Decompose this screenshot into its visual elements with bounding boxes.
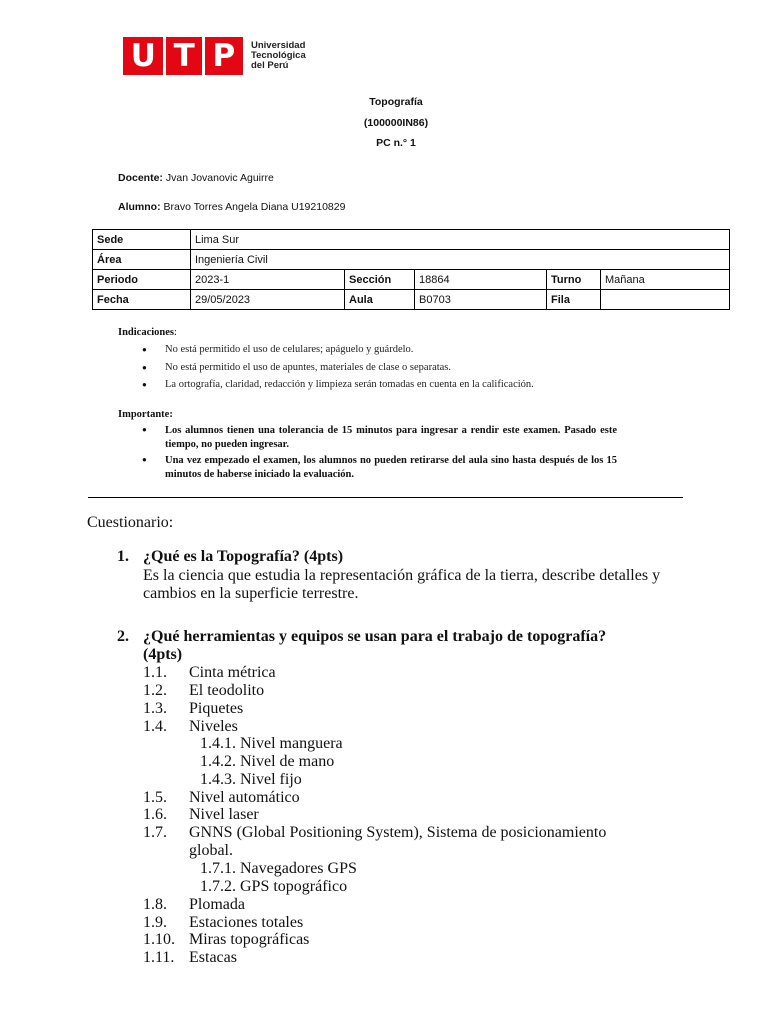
fila-label: Fila: [547, 290, 601, 310]
docente-value: Jvan Jovanovic Aguirre: [162, 172, 274, 184]
course-title: Topografía: [369, 96, 423, 108]
course-code: (100000IN86): [363, 117, 429, 129]
list-item: Cinta métrica: [189, 664, 276, 681]
fecha-label: Fecha: [93, 290, 191, 310]
list-item-num: 1.7.: [143, 824, 167, 841]
table-row: [93, 250, 730, 270]
logo-separator: [163, 37, 166, 75]
docente-label: Docente:: [118, 172, 163, 184]
list-item-num: 1.3.: [143, 700, 167, 717]
exam-info-table: [92, 229, 730, 310]
q1-answer: Es la ciencia que estudia la representación gráfica de la tierra, describe detalles y cambios en la superficie terrestre.: [143, 567, 661, 602]
bullet-icon: ●: [142, 380, 147, 389]
fila-value: [601, 290, 730, 310]
list-item: GNNS (Global Positioning System), Sistema de posicionamiento: [189, 824, 607, 841]
list-item-num: 1.9.: [143, 914, 167, 931]
list-subitem: [200, 860, 357, 878]
list-item: Plomada: [189, 896, 245, 913]
list-item-num: 1.8.: [143, 896, 167, 913]
list-item: El teodolito: [189, 682, 265, 699]
periodo-label: Periodo: [93, 270, 191, 290]
list-item: Nivel manguera: [240, 735, 343, 752]
logo-line-1: Universidad: [251, 40, 306, 51]
indicaciones-heading: [118, 327, 177, 338]
q2-title-line1: ¿Qué herramientas y equipos se usan para el trabajo de topografía?: [143, 628, 607, 645]
list-item-num: 1.4.1.: [200, 735, 236, 752]
q2-number: 2.: [117, 628, 129, 645]
utp-logo-mark: [123, 37, 243, 75]
list-item-num: 1.1.: [143, 664, 167, 681]
list-item: Nivel fijo: [240, 771, 302, 788]
q1-number: 1.: [117, 548, 129, 565]
fecha-value: 29/05/2023: [191, 290, 345, 310]
sede-value: Lima Sur: [191, 230, 730, 250]
indicacion-2: No está permitido el uso de apuntes, materiales de clase o separatas.: [165, 362, 452, 373]
list-subitem: [200, 878, 347, 896]
indicaciones-colon: :: [174, 327, 177, 338]
q1-title: ¿Qué es la Topografía? (4pts): [143, 548, 344, 565]
turno-value: Mañana: [601, 270, 730, 290]
list-item-num: 1.4.: [143, 718, 167, 735]
list-subitem: [200, 735, 343, 753]
importante-heading: Importante:: [118, 409, 173, 420]
alumno-label: Alumno:: [118, 201, 161, 213]
importante-1: Los alumnos tienen una tolerancia de 15 minutos para ingresar a rendir este examen. Pasado este tiempo, no pueden ingresar.: [165, 425, 617, 450]
logo-line-2: Tecnológica: [251, 50, 306, 61]
docente-line: [118, 172, 274, 184]
table-row: [93, 290, 730, 310]
exam-title: PC n.° 1: [376, 137, 416, 149]
list-item: Estacas: [189, 949, 237, 966]
logo-line-3: del Perú: [251, 60, 289, 71]
periodo-value: 2023-1: [191, 270, 345, 290]
list-item-num: 1.11.: [143, 949, 175, 966]
utp-logo: [123, 37, 306, 75]
list-item-num: 1.7.1.: [200, 860, 236, 877]
indicacion-1: No está permitido el uso de celulares; apáguelo y guárdelo.: [165, 344, 414, 355]
table-row: [93, 270, 730, 290]
q2-title-line2: (4pts): [143, 646, 183, 663]
list-item-num: 1.4.2.: [200, 753, 236, 770]
area-label: Área: [93, 250, 191, 270]
list-subitem: [200, 753, 334, 771]
indicacion-3: La ortografía, claridad, redacción y limpieza serán tomadas en cuenta en la calificación.: [165, 379, 534, 390]
list-item: Navegadores GPS: [240, 860, 357, 877]
list-item: GPS topográfico: [240, 878, 348, 895]
list-item-num: 1.5.: [143, 789, 167, 806]
list-item-num: 1.7.2.: [200, 878, 236, 895]
list-item: Nivel laser: [189, 806, 259, 823]
logo-letter-u: U: [130, 38, 156, 74]
list-item-num: 1.6.: [143, 806, 167, 823]
alumno-value: Bravo Torres Angela Diana U19210829: [160, 201, 346, 213]
logo-letter-p: P: [212, 38, 236, 74]
list-item: Niveles: [189, 718, 238, 735]
cuestionario-heading: Cuestionario:: [87, 514, 174, 531]
alumno-line: [118, 201, 345, 213]
list-item: Miras topográficas: [189, 931, 310, 948]
bullet-icon: ●: [142, 425, 147, 434]
seccion-label: Sección: [345, 270, 415, 290]
bullet-icon: ●: [142, 455, 147, 464]
turno-label: Turno: [547, 270, 601, 290]
list-item-num: 1.10.: [143, 931, 175, 948]
logo-university-name: [251, 41, 306, 71]
list-subitem: [200, 771, 302, 789]
table-row: [93, 230, 730, 250]
list-item: Nivel de mano: [240, 753, 335, 770]
section-divider: [88, 497, 683, 498]
list-item: Nivel automático: [189, 789, 300, 806]
logo-letter-t: T: [173, 38, 195, 74]
list-item: Estaciones totales: [189, 914, 304, 931]
list-item-num: 1.4.3.: [200, 771, 236, 788]
seccion-value: 18864: [415, 270, 547, 290]
list-item: Piquetes: [189, 700, 244, 717]
indicaciones-title: Indicaciones: [118, 327, 175, 338]
area-value: Ingeniería Civil: [191, 250, 730, 270]
importante-2: Una vez empezado el examen, los alumnos no pueden retirarse del aula sino hasta después de los 15 minutos de haberse iniciado la evaluación.: [165, 455, 617, 480]
logo-separator: [202, 37, 205, 75]
aula-label: Aula: [345, 290, 415, 310]
list-item-continuation: global.: [189, 842, 233, 859]
list-item-num: 1.2.: [143, 682, 167, 699]
bullet-icon: ●: [142, 363, 147, 372]
bullet-icon: ●: [142, 345, 147, 354]
sede-label: Sede: [93, 230, 191, 250]
aula-value: B0703: [415, 290, 547, 310]
